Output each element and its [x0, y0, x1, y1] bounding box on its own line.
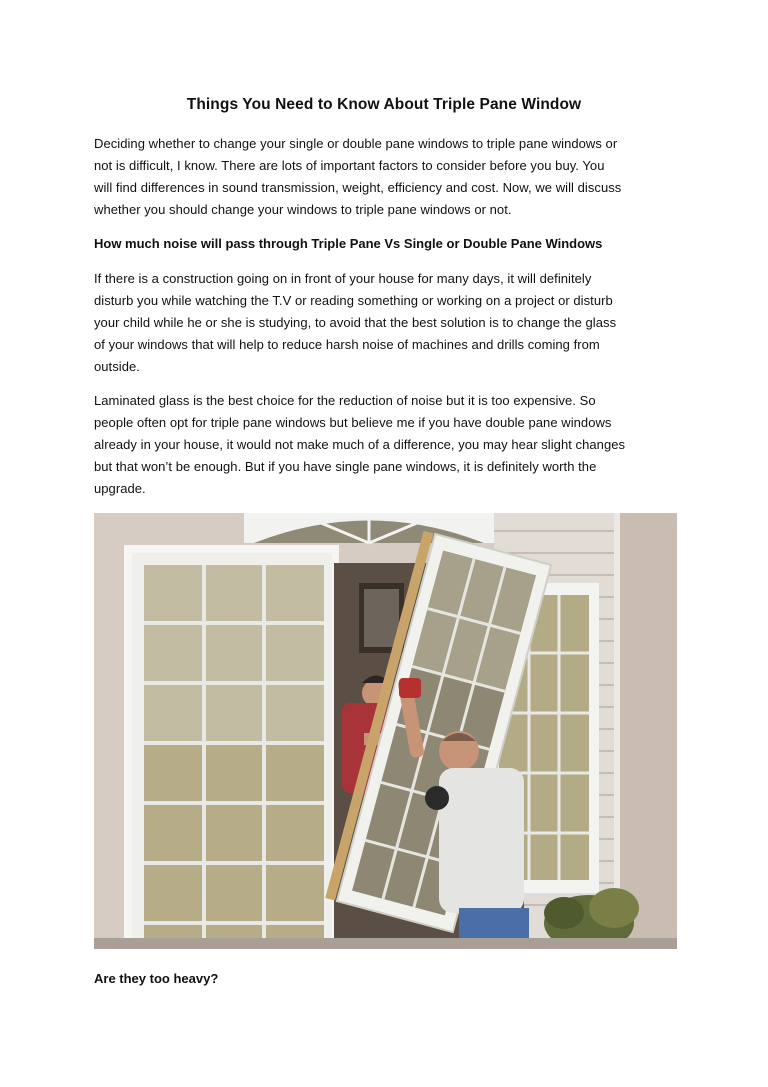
- paragraph-line: disturb you while watching the T.V or reading something or working on a project or disturb: [94, 293, 613, 308]
- arch-window: [244, 513, 494, 543]
- noise-paragraph-1: [94, 268, 684, 378]
- paragraph-line: upgrade.: [94, 481, 146, 496]
- document-title: Things You Need to Know About Triple Pane Window: [186, 96, 582, 113]
- intro-line: whether you should change your windows to triple pane windows or not.: [94, 202, 512, 217]
- window-installation-photo: [94, 513, 677, 949]
- paragraph-line: of your windows that will help to reduce harsh noise of machines and drills coming from: [94, 337, 600, 352]
- left-window: [124, 545, 339, 949]
- noise-paragraph-2: [94, 390, 684, 500]
- paragraph-line: people often opt for triple pane windows but believe me if you have double pane windows: [94, 415, 612, 430]
- paragraph-line: outside.: [94, 359, 140, 374]
- intro-line: Deciding whether to change your single or double pane windows to triple pane windows or: [94, 136, 618, 151]
- paragraph-line: but that won’t be enough. But if you have single pane windows, it is definitely worth the: [94, 459, 597, 474]
- paragraph-line: If there is a construction going on in front of your house for many days, it will definitely: [94, 271, 592, 286]
- section-heading-weight: Are they too heavy?: [94, 971, 219, 986]
- paragraph-line: Laminated glass is the best choice for the reduction of noise but it is too expensive. So: [94, 393, 596, 408]
- paragraph-line: already in your house, it would not make much of a difference, you may hear slight changes: [94, 437, 626, 452]
- section-heading-noise: How much noise will pass through Triple Pane Vs Single or Double Pane Windows: [94, 236, 603, 251]
- paragraph-line: your child while he or she is studying, to avoid that the best solution is to change the glass: [94, 315, 617, 330]
- intro-line: will find differences in sound transmission, weight, efficiency and cost. Now, we will discuss: [94, 180, 622, 195]
- intro-paragraph: [94, 133, 684, 221]
- intro-line: not is difficult, I know. There are lots of important factors to consider before you buy. You: [94, 158, 605, 173]
